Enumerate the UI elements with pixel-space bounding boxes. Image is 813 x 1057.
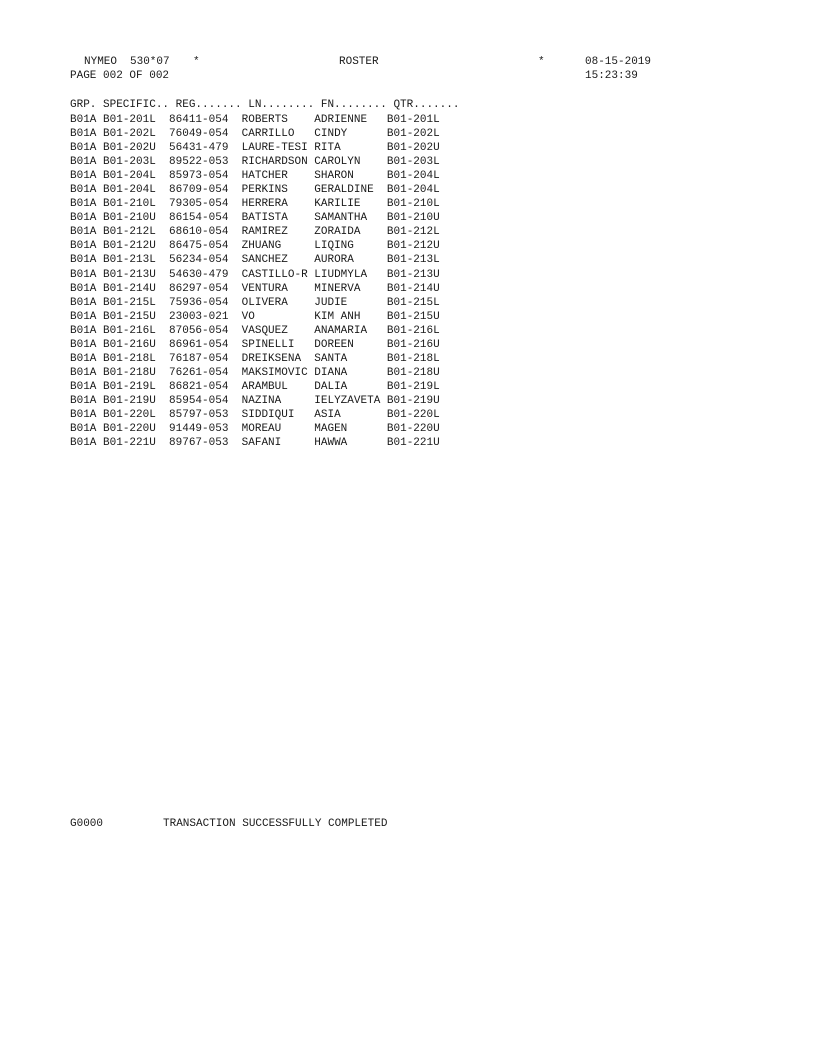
table-row: [70, 141, 440, 155]
table-row: [70, 366, 440, 380]
cell-grp: B01A: [70, 296, 97, 309]
cell-reg: 86411-054: [169, 114, 229, 126]
cell-ln: DREIKSENA: [241, 352, 302, 365]
cell-reg: 85954-054: [169, 394, 229, 407]
cell-grp: B01A: [70, 198, 97, 211]
cell-ln: OLIVERA: [241, 296, 288, 309]
cell-grp: B01A: [70, 184, 97, 197]
cell-qtr: B01-213L: [386, 254, 440, 267]
cell-fn: KARILIE: [314, 198, 361, 211]
table-row: [70, 197, 440, 211]
footer-code: G0000: [70, 818, 104, 830]
cell-specific: B01-219L: [103, 380, 156, 393]
table-row: [70, 155, 440, 169]
cell-specific: B01-204L: [103, 184, 156, 197]
cell-specific: B01-201L: [103, 114, 156, 126]
cell-qtr: B01-201L: [386, 114, 440, 126]
cell-reg: 89767-053: [169, 437, 229, 450]
cell-specific: B01-215U: [103, 310, 156, 323]
cell-fn: SAMANTHA: [314, 212, 368, 225]
cell-fn: DALIA: [314, 380, 348, 393]
cell-ln: MOREAU: [241, 423, 282, 436]
table-row: [70, 436, 440, 450]
table-row: [70, 282, 440, 296]
header-system-id: NYMEO: [84, 56, 118, 68]
cell-qtr: B01-220U: [386, 423, 440, 436]
cell-fn: AURORA: [314, 254, 354, 267]
cell-reg: 75936-054: [169, 296, 229, 309]
cell-fn: SANTA: [314, 352, 348, 365]
cell-fn: RITA: [314, 142, 341, 155]
cell-grp: B01A: [70, 212, 97, 225]
cell-fn: ADRIENNE: [314, 114, 368, 126]
table-row: [70, 338, 440, 352]
column-header-line: GRP. SPECIFIC.. REG....... LN........ FN........ QTR.......: [70, 99, 460, 111]
cell-ln: SPINELLI: [241, 338, 295, 351]
cell-grp: B01A: [70, 142, 97, 155]
cell-qtr: B01-210U: [386, 212, 440, 225]
cell-ln: CASTILLO-R: [241, 268, 308, 281]
cell-specific: B01-213U: [103, 268, 156, 281]
cell-ln: ROBERTS: [241, 114, 288, 126]
cell-grp: B01A: [70, 380, 97, 393]
cell-qtr: B01-216U: [386, 338, 440, 351]
cell-qtr: B01-210L: [386, 198, 440, 211]
cell-grp: B01A: [70, 254, 97, 267]
cell-qtr: B01-212L: [386, 226, 440, 239]
cell-specific: B01-212L: [103, 226, 156, 239]
cell-reg: 86961-054: [169, 338, 229, 351]
cell-reg: 89522-053: [169, 156, 229, 169]
cell-qtr: B01-202U: [386, 142, 440, 155]
page-title: ROSTER: [339, 56, 379, 68]
cell-reg: 85973-054: [169, 170, 229, 183]
cell-ln: MAKSIMOVIC: [241, 366, 308, 379]
cell-fn: CINDY: [314, 128, 348, 141]
cell-fn: LIUDMYLA: [314, 268, 368, 281]
cell-grp: B01A: [70, 394, 97, 407]
cell-specific: B01-218U: [103, 366, 156, 379]
cell-ln: RAMIREZ: [241, 226, 288, 239]
cell-fn: ZORAIDA: [314, 226, 361, 239]
cell-grp: B01A: [70, 366, 97, 379]
table-row: [70, 268, 440, 282]
cell-fn: MAGEN: [314, 423, 348, 436]
table-row: [70, 296, 440, 310]
cell-fn: KIM ANH: [314, 310, 361, 323]
table-row: [70, 225, 440, 239]
cell-ln: VASQUEZ: [241, 324, 288, 337]
cell-specific: B01-215L: [103, 296, 156, 309]
cell-qtr: B01-202L: [386, 128, 440, 141]
cell-specific: B01-220U: [103, 423, 156, 436]
cell-reg: 79305-054: [169, 198, 229, 211]
cell-qtr: B01-221U: [386, 437, 440, 450]
cell-fn: DIANA: [314, 366, 348, 379]
cell-specific: B01-204L: [103, 170, 156, 183]
cell-grp: B01A: [70, 310, 97, 323]
cell-qtr: B01-220L: [386, 408, 440, 421]
cell-qtr: B01-218U: [386, 366, 440, 379]
header-marker-right: *: [538, 56, 545, 68]
cell-ln: RICHARDSON: [241, 156, 308, 169]
cell-ln: SIDDIQUI: [241, 408, 295, 421]
cell-reg: 87056-054: [169, 324, 229, 337]
cell-grp: B01A: [70, 170, 97, 183]
cell-qtr: B01-219U: [386, 394, 440, 407]
cell-fn: LIQING: [314, 240, 354, 253]
cell-ln: LAURE-TESI: [241, 142, 308, 155]
cell-grp: B01A: [70, 282, 97, 295]
cell-ln: SANCHEZ: [241, 254, 288, 267]
table-row: [70, 422, 440, 436]
cell-ln: HERRERA: [241, 198, 288, 211]
cell-specific: B01-216U: [103, 338, 156, 351]
table-row: [70, 394, 440, 408]
cell-qtr: B01-219L: [386, 380, 440, 393]
cell-specific: B01-202U: [103, 142, 156, 155]
cell-fn: SHARON: [314, 170, 354, 183]
cell-specific: B01-203L: [103, 156, 156, 169]
cell-ln: PERKINS: [241, 184, 288, 197]
cell-ln: VENTURA: [241, 282, 288, 295]
table-row: [70, 169, 440, 183]
cell-grp: B01A: [70, 324, 97, 337]
header-screen-code: 530*07: [130, 56, 170, 68]
cell-reg: 86709-054: [169, 184, 229, 197]
cell-fn: ASIA: [314, 408, 341, 421]
cell-reg: 76187-054: [169, 352, 229, 365]
cell-fn: MINERVA: [314, 282, 361, 295]
cell-grp: B01A: [70, 338, 97, 351]
header-time: 15:23:39: [585, 70, 638, 82]
cell-qtr: B01-212U: [386, 240, 440, 253]
cell-specific: B01-212U: [103, 240, 156, 253]
table-row: [70, 324, 440, 338]
cell-qtr: B01-204L: [386, 184, 440, 197]
cell-specific: B01-220L: [103, 408, 156, 421]
cell-grp: B01A: [70, 128, 97, 141]
table-row: [70, 211, 440, 225]
cell-reg: 23003-021: [169, 310, 229, 323]
header-date: 08-15-2019: [585, 56, 652, 68]
cell-ln: VO: [241, 310, 255, 323]
cell-grp: B01A: [70, 352, 97, 365]
cell-reg: 68610-054: [169, 226, 229, 239]
cell-reg: 56234-054: [169, 254, 229, 267]
table-row: [70, 310, 440, 324]
cell-qtr: B01-215L: [386, 296, 440, 309]
cell-grp: B01A: [70, 114, 97, 126]
cell-fn: IELYZAVETA: [314, 394, 381, 407]
cell-fn: ANAMARIA: [314, 324, 368, 337]
cell-ln: NAZINA: [241, 394, 282, 407]
cell-fn: GERALDINE: [314, 184, 374, 197]
table-row: [70, 183, 440, 197]
cell-grp: B01A: [70, 437, 97, 450]
header-marker-left: *: [193, 56, 200, 68]
cell-specific: B01-219U: [103, 394, 156, 407]
cell-grp: B01A: [70, 268, 97, 281]
cell-qtr: B01-213U: [386, 268, 440, 281]
cell-ln: ARAMBUL: [241, 380, 288, 393]
cell-ln: CARRILLO: [241, 128, 295, 141]
cell-grp: B01A: [70, 240, 97, 253]
cell-reg: 86475-054: [169, 240, 229, 253]
cell-specific: B01-210U: [103, 212, 156, 225]
cell-reg: 76049-054: [169, 128, 229, 141]
cell-ln: ZHUANG: [241, 240, 282, 253]
cell-reg: 86297-054: [169, 282, 229, 295]
cell-grp: B01A: [70, 156, 97, 169]
table-row: [70, 352, 440, 366]
cell-qtr: B01-203L: [386, 156, 440, 169]
cell-specific: B01-218L: [103, 352, 156, 365]
cell-specific: B01-214U: [103, 282, 156, 295]
cell-reg: 86821-054: [169, 380, 229, 393]
roster-table: [70, 113, 440, 450]
table-row: [70, 239, 440, 253]
table-row: [70, 253, 440, 267]
cell-fn: CAROLYN: [314, 156, 361, 169]
footer-message: TRANSACTION SUCCESSFULLY COMPLETED: [163, 818, 388, 830]
cell-fn: HAWWA: [314, 437, 348, 450]
cell-fn: DOREEN: [314, 338, 354, 351]
cell-reg: 76261-054: [169, 366, 229, 379]
table-row: [70, 127, 440, 141]
cell-specific: B01-216L: [103, 324, 156, 337]
cell-grp: B01A: [70, 408, 97, 421]
cell-ln: HATCHER: [241, 170, 288, 183]
table-row: [70, 380, 440, 394]
header-page-info: PAGE 002 OF 002: [70, 70, 170, 82]
cell-qtr: B01-218L: [386, 352, 440, 365]
cell-ln: SAFANI: [241, 437, 282, 450]
cell-specific: B01-210L: [103, 198, 156, 211]
cell-qtr: B01-215U: [386, 310, 440, 323]
cell-reg: 54630-479: [169, 268, 229, 281]
cell-grp: B01A: [70, 423, 97, 436]
cell-ln: BATISTA: [241, 212, 288, 225]
cell-reg: 91449-053: [169, 423, 229, 436]
table-row: [70, 408, 440, 422]
cell-reg: 86154-054: [169, 212, 229, 225]
cell-qtr: B01-214U: [386, 282, 440, 295]
cell-specific: B01-221U: [103, 437, 156, 450]
cell-grp: B01A: [70, 226, 97, 239]
cell-reg: 85797-053: [169, 408, 229, 421]
cell-specific: B01-202L: [103, 128, 156, 141]
cell-fn: JUDIE: [314, 296, 348, 309]
table-row: [70, 113, 440, 127]
cell-reg: 56431-479: [169, 142, 229, 155]
cell-qtr: B01-216L: [386, 324, 440, 337]
cell-specific: B01-213L: [103, 254, 156, 267]
cell-qtr: B01-204L: [386, 170, 440, 183]
